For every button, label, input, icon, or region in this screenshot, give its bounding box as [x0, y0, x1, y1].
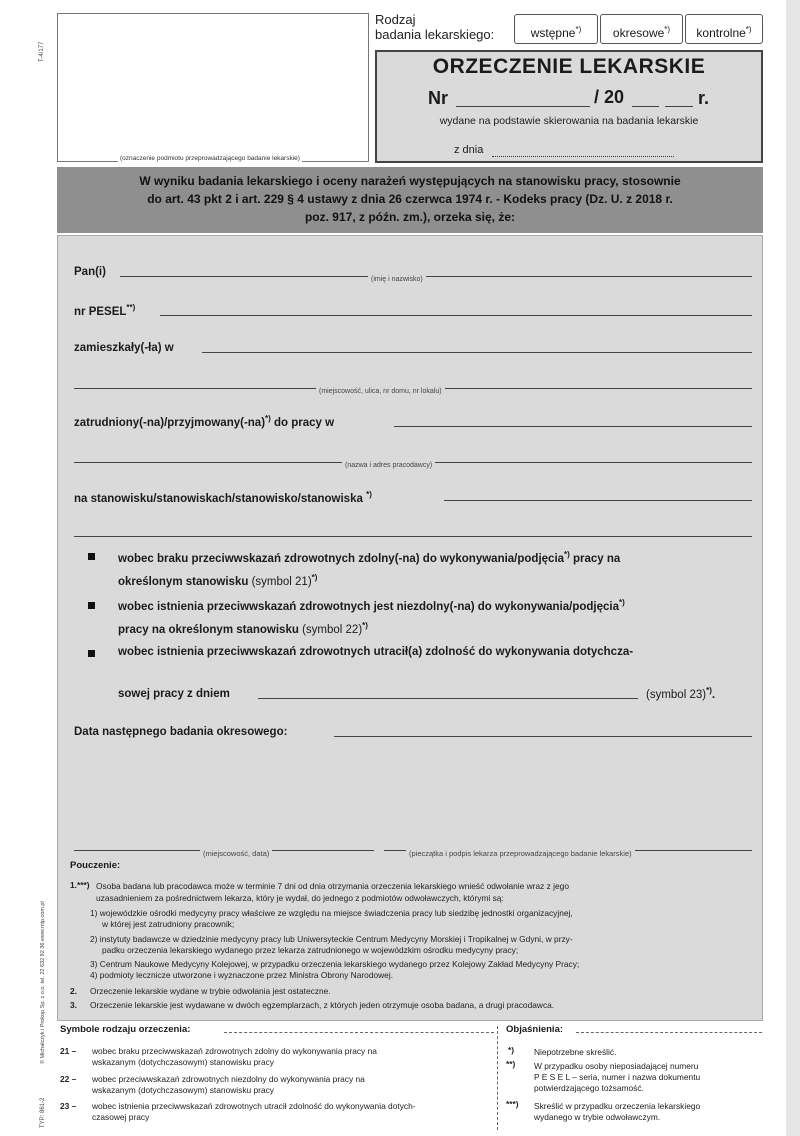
employer-caption: (nazwa i adres pracodawcy)	[342, 462, 435, 469]
explanation-2-line3: potwierdzającego tożsamość.	[534, 1083, 644, 1093]
symbol-21-line2: wskazanym (dotychczasowym) stanowisku pracy	[92, 1057, 274, 1067]
instruction-1-sub4: 4) podmioty lecznicze utworzone i wyznaczone przez Ministra Obrony Narodowej.	[90, 970, 394, 980]
symbol-22-line2: wskazanym (dotychczasowym) stanowisku pracy	[92, 1085, 274, 1095]
pesel-field[interactable]	[160, 315, 752, 316]
explanation-3-line2: wydanego w trybie odwoławczym.	[534, 1112, 661, 1122]
verdict-1-text: wobec braku przeciwwskazań zdrowotnych zdolny(-na) do wykonywania/podjęcia*) pracy na określonym stanowisku (symbol 21)*)	[118, 550, 621, 588]
place-date-caption: (miejscowość, data)	[200, 849, 272, 858]
instruction-1-line1: Osoba badana lub pracodawca może w terminie 7 dni od dnia otrzymania orzeczenia lekarskiego wnieść odwołanie wraz z jego	[96, 881, 569, 891]
date-label: z dnia	[454, 144, 484, 156]
form-title: ORZECZENIE LEKARSKIE	[432, 55, 706, 78]
issued-note: wydane na podstawie skierowania na badania lekarskie	[439, 115, 699, 127]
doctor-stamp-caption: (pieczątka i podpis lekarza przeprowadzającego badanie lekarskie)	[406, 849, 635, 858]
explanations-heading: Objaśnienia:	[506, 1024, 564, 1035]
instructions-heading: Pouczenie:	[70, 860, 121, 871]
address-field[interactable]	[202, 352, 752, 353]
symbol-22-line1: wobec przeciwwskazań zdrowotnych niezdolny do wykonywania pracy na	[92, 1074, 365, 1084]
instruction-1-sub3: 3) Centrum Naukowe Medycyny Kolejowej, w przypadku orzeczenia lekarskiego wydanego przez Kolejowy Zakład Medycyny Pracy;	[90, 959, 580, 969]
verdict-3-line2: sowej pracy z dniem	[118, 688, 230, 700]
symbol-21-line1: wobec braku przeciwwskazań zdrowotnych zdolny do wykonywania pracy na	[92, 1046, 377, 1056]
year-suffix: r.	[698, 88, 710, 108]
instruction-3-text: Orzeczenie lekarskie jest wydawane w dwóch egzemplarzach, z których jeden otrzymuje osoba badana, a drugi pracodawca.	[90, 1000, 555, 1010]
issue-date-field[interactable]	[492, 156, 674, 157]
explanation-1-text: Niepotrzebne skreślić.	[534, 1047, 617, 1057]
employed-label: zatrudniony(-na)/przyjmowany(-na)*) do pracy w	[74, 414, 335, 429]
address-caption: (miejscowość, ulica, nr domu, nr lokalu)	[316, 388, 445, 395]
publisher-note: © Michalczyk i Prokop Sp. z o.o. tel. 22 632 92 36 www.mip.com.pl	[40, 901, 46, 1064]
top-form-code: T-4/177	[39, 41, 45, 62]
verdict-2-text: wobec istnienia przeciwwskazań zdrowotnych jest niezdolny(-na) do wykonywania/podjęcia*) pracy na określonym stanowisku (symbol 22)*)	[118, 598, 625, 636]
intro-text: W wyniku badania lekarskiego i oceny narażeń występujących na stanowisku pracy, stosownie do art. 43 pkt 2 i art. 229 § 4 ustawy z dnia 26 czerwca 1974 r. - Kodeks pracy (Dz. U. z 2018 r. poz. 917, z późn. zm.), orzeka się, że:	[139, 174, 681, 224]
exam-type-periodic[interactable]: okresowe*)	[600, 14, 683, 44]
instruction-2-text: Orzeczenie lekarskie wydane w trybie odwołania jest ostateczne.	[90, 986, 331, 996]
footer-divider	[497, 1026, 498, 1130]
right-edge-shade	[786, 0, 800, 1136]
instruction-1-line2: uzasadnieniem za pośrednictwem lekarza, który je wydał, do jednego z podmiotów odwoławczych, którymi są:	[96, 893, 504, 903]
name-label: Pan(i)	[74, 266, 106, 278]
stamp-caption: (oznaczenie podmiotu przeprowadzającego badanie lekarskie)	[120, 155, 300, 162]
stamp-box[interactable]	[57, 13, 369, 162]
symbol-23-line1: wobec istnienia przeciwwskazań zdrowotnych utracił zdolność do wykonywania dotych-	[92, 1101, 416, 1111]
exam-type-initial[interactable]: wstępne*)	[514, 14, 598, 44]
next-exam-label: Data następnego badania okresowego:	[74, 726, 288, 738]
exam-type-label: Rodzaj badania lekarskiego:	[375, 12, 495, 42]
nr-label: Nr	[428, 88, 449, 108]
symbols-heading: Symbole rodzaju orzeczenia:	[60, 1024, 191, 1035]
verdict-3-symbol: (symbol 23)*).	[646, 686, 716, 701]
explanation-3-mark: ***)	[506, 1099, 519, 1109]
symbol-21-number: 21 –	[60, 1046, 77, 1056]
instruction-1-sub1-line2: w której jest zatrudniony pracownik;	[102, 919, 235, 929]
form-type-code: TYP: 861-2	[40, 1097, 46, 1128]
instruction-2-number: 2.	[70, 986, 77, 996]
verdict-3-line1: wobec istnienia przeciwwskazań zdrowotnych utracił(a) zdolność do wykonywania dotychcza-	[118, 646, 634, 658]
loss-date-field[interactable]	[258, 698, 638, 699]
next-exam-field[interactable]	[334, 736, 752, 737]
position-field-2[interactable]	[74, 536, 752, 537]
employer-field[interactable]	[394, 426, 752, 427]
year-field-2[interactable]	[665, 106, 693, 107]
explanation-3-line1: Skreślić w przypadku orzeczenia lekarskiego	[534, 1101, 701, 1111]
instruction-1-sub2-line1: 2) instytuty badawcze w dziedzinie medycyny pracy lub Uniwersyteckie Centrum Medycyny Morskiej i Tropikalnej w Gdyni, w przy-	[90, 934, 573, 944]
explanation-1-mark: *)	[508, 1045, 515, 1055]
symbol-23-line2: czasowej pracy	[92, 1112, 150, 1122]
exam-type-control[interactable]: kontrolne*)	[685, 14, 763, 44]
explanation-2-mark: **)	[506, 1059, 516, 1069]
explanations-heading-rule	[576, 1032, 762, 1033]
pesel-label: nr PESEL**)	[74, 303, 136, 318]
symbol-22-number: 22 –	[60, 1074, 77, 1084]
explanation-2-line1: W przypadku osoby nieposiadającej numeru	[534, 1061, 699, 1071]
address-label: zamieszkały(-ła) w	[74, 342, 174, 354]
instruction-1-sub2-line2: padku orzeczenia lekarskiego wydanego przez lekarza zatrudnionego w wojewódzkim ośrodku medycyny pracy;	[102, 945, 519, 955]
year-field[interactable]	[632, 106, 659, 107]
name-caption: (imię i nazwisko)	[368, 276, 426, 283]
symbols-heading-rule	[224, 1032, 494, 1033]
explanation-2-line2: P E S E L – seria, numer i nazwa dokumentu	[534, 1072, 701, 1082]
instruction-1-number: 1.***)	[70, 880, 90, 890]
position-label: na stanowisku/stanowiskach/stanowisko/stanowiska *)	[74, 490, 372, 505]
year-prefix: / 20	[594, 87, 625, 107]
position-field[interactable]	[444, 500, 752, 501]
nr-field[interactable]	[456, 106, 590, 107]
name-field[interactable]	[120, 276, 752, 277]
verdict-2-bullet[interactable]	[88, 602, 95, 609]
verdict-1-bullet[interactable]	[88, 553, 95, 560]
verdict-3-bullet[interactable]	[88, 650, 95, 657]
instruction-3-number: 3.	[70, 1000, 77, 1010]
symbol-23-number: 23 –	[60, 1101, 77, 1111]
instruction-1-sub1-line1: 1) wojewódzkie ośrodki medycyny pracy właściwe ze względu na miejsce świadczenia pracy lub siedzibę jednostki organizacyjnej,	[90, 908, 573, 918]
